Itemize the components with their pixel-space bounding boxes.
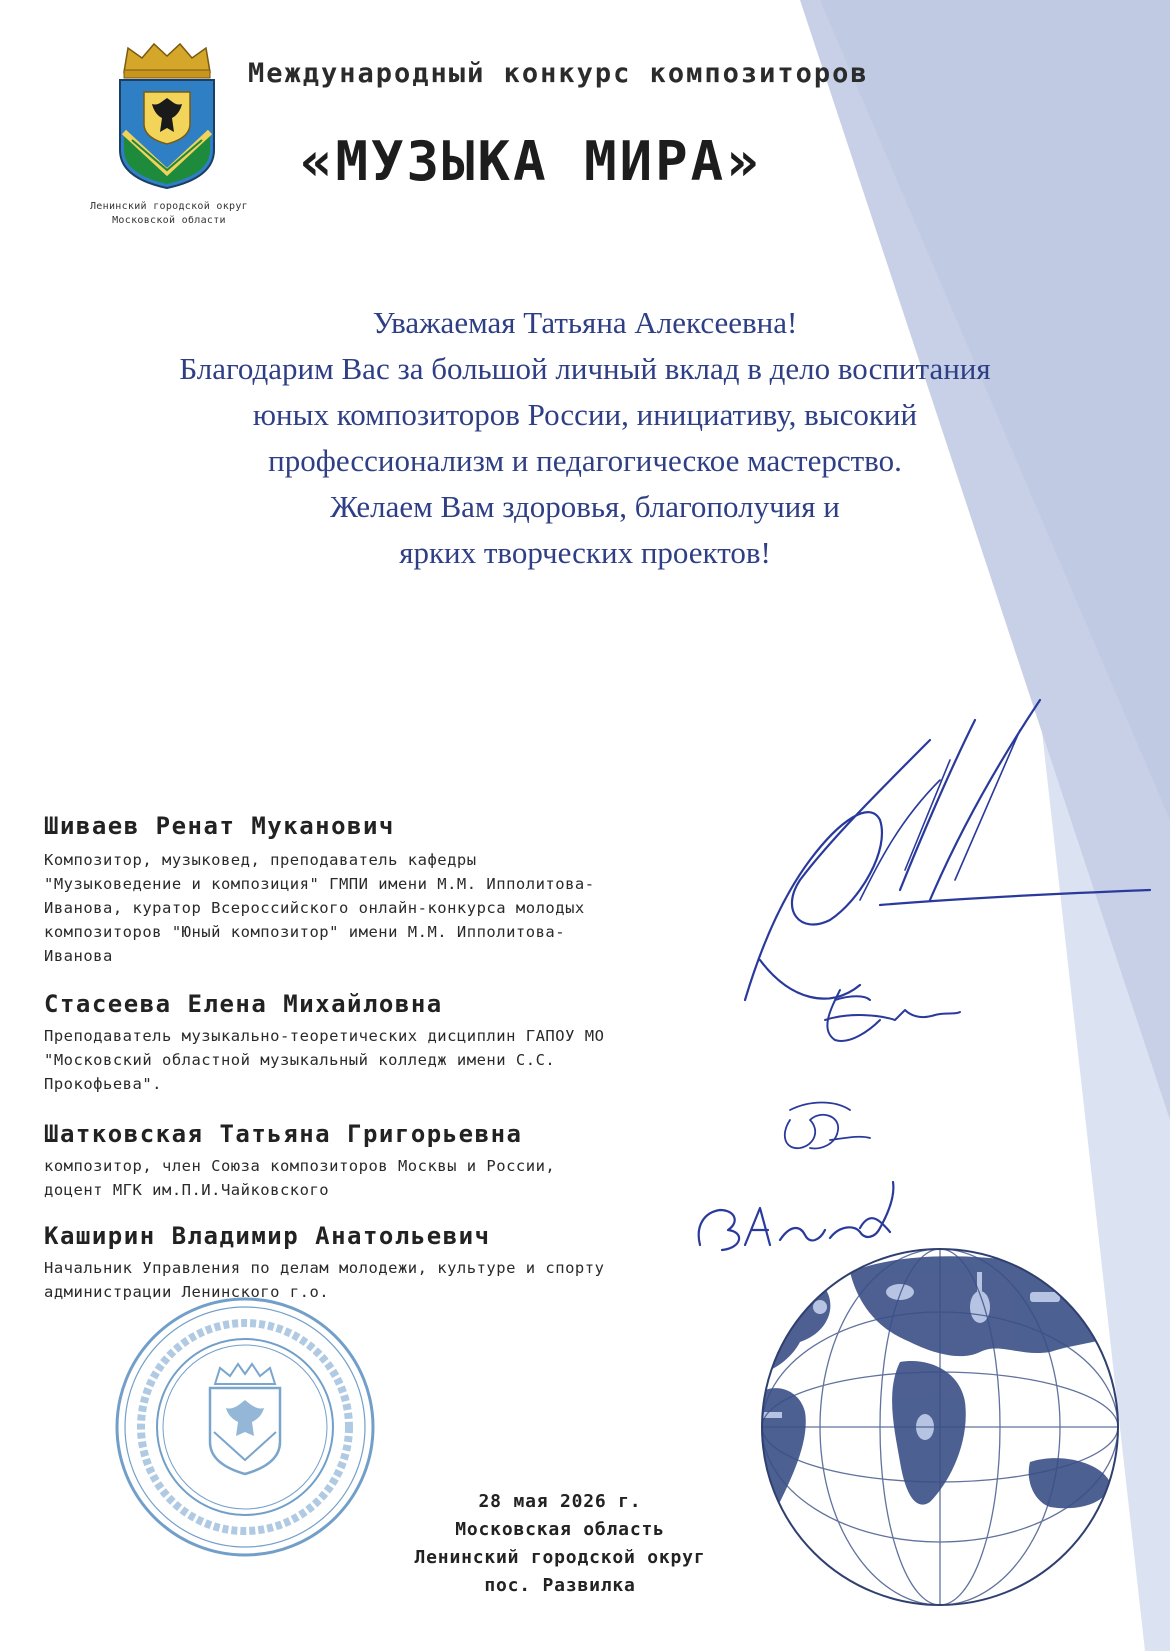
greeting-line: Уважаемая Татьяна Алексеевна! [372, 305, 798, 340]
logo-caption-line: Ленинский городской округ [89, 201, 248, 212]
signatory-name: Каширин Владимир Анатольевич [44, 1222, 491, 1250]
role-line: "Московский областной музыкальный колледж имени С.С. [44, 1051, 556, 1069]
role-line: доцент МГК им.П.И.Чайковского [44, 1181, 330, 1199]
location-line: пос. Развилка [484, 1575, 636, 1596]
location-line: Московская область [455, 1519, 665, 1540]
signatory-role [44, 848, 595, 968]
place-and-date [330, 1488, 790, 1600]
greeting-line: профессионализм и педагогическое мастерство. [268, 443, 902, 478]
greeting-line: юных композиторов России, инициативу, высокий [252, 397, 918, 432]
coat-of-arms-icon [114, 40, 220, 190]
contest-subtitle: Международный конкурс композиторов [248, 58, 869, 89]
greeting-text [40, 300, 1130, 576]
location-line: Ленинский городской округ [414, 1547, 706, 1568]
signatory-name: Шиваев Ренат Муканович [44, 812, 395, 840]
role-line: композиторов "Юный композитор" имени М.М. Ипполитова- [44, 923, 566, 941]
signatory-role [44, 1154, 555, 1202]
role-line: Композитор, музыковед, преподаватель кафедры [44, 851, 477, 869]
role-line: "Музыковедение и композиция" ГМПИ имени М.М. Ипполитова- [44, 875, 595, 893]
role-line: композитор, член Союза композиторов Москвы и России, [44, 1157, 556, 1175]
role-line: Иванова [44, 947, 113, 965]
role-line: Иванова, куратор Всероссийского онлайн-конкурса молодых [44, 899, 585, 917]
role-line: Преподаватель музыкально-теоретических дисциплин ГАПОУ МО [44, 1027, 605, 1045]
role-line: администрации Ленинского г.о. [44, 1283, 330, 1301]
role-line: Прокофьева". [44, 1075, 162, 1093]
role-line: Начальник Управления по делам молодежи, культуре и спорту [44, 1259, 605, 1277]
date-line: 28 мая 2026 г. [478, 1491, 642, 1512]
greeting-line: ярких творческих проектов! [399, 535, 771, 570]
greeting-line: Благодарим Вас за большой личный вклад в дело воспитания [179, 351, 991, 386]
logo-caption-line: Московской области [112, 215, 226, 226]
greeting-line: Желаем Вам здоровья, благополучия и [330, 489, 840, 524]
signatory-role [44, 1024, 604, 1096]
contest-title: «МУЗЫКА МИРА» [300, 130, 762, 193]
logo-caption [62, 200, 276, 228]
signatory-name: Стасеева Елена Михайловна [44, 990, 443, 1018]
signatory-name: Шатковская Татьяна Григорьевна [44, 1120, 523, 1148]
